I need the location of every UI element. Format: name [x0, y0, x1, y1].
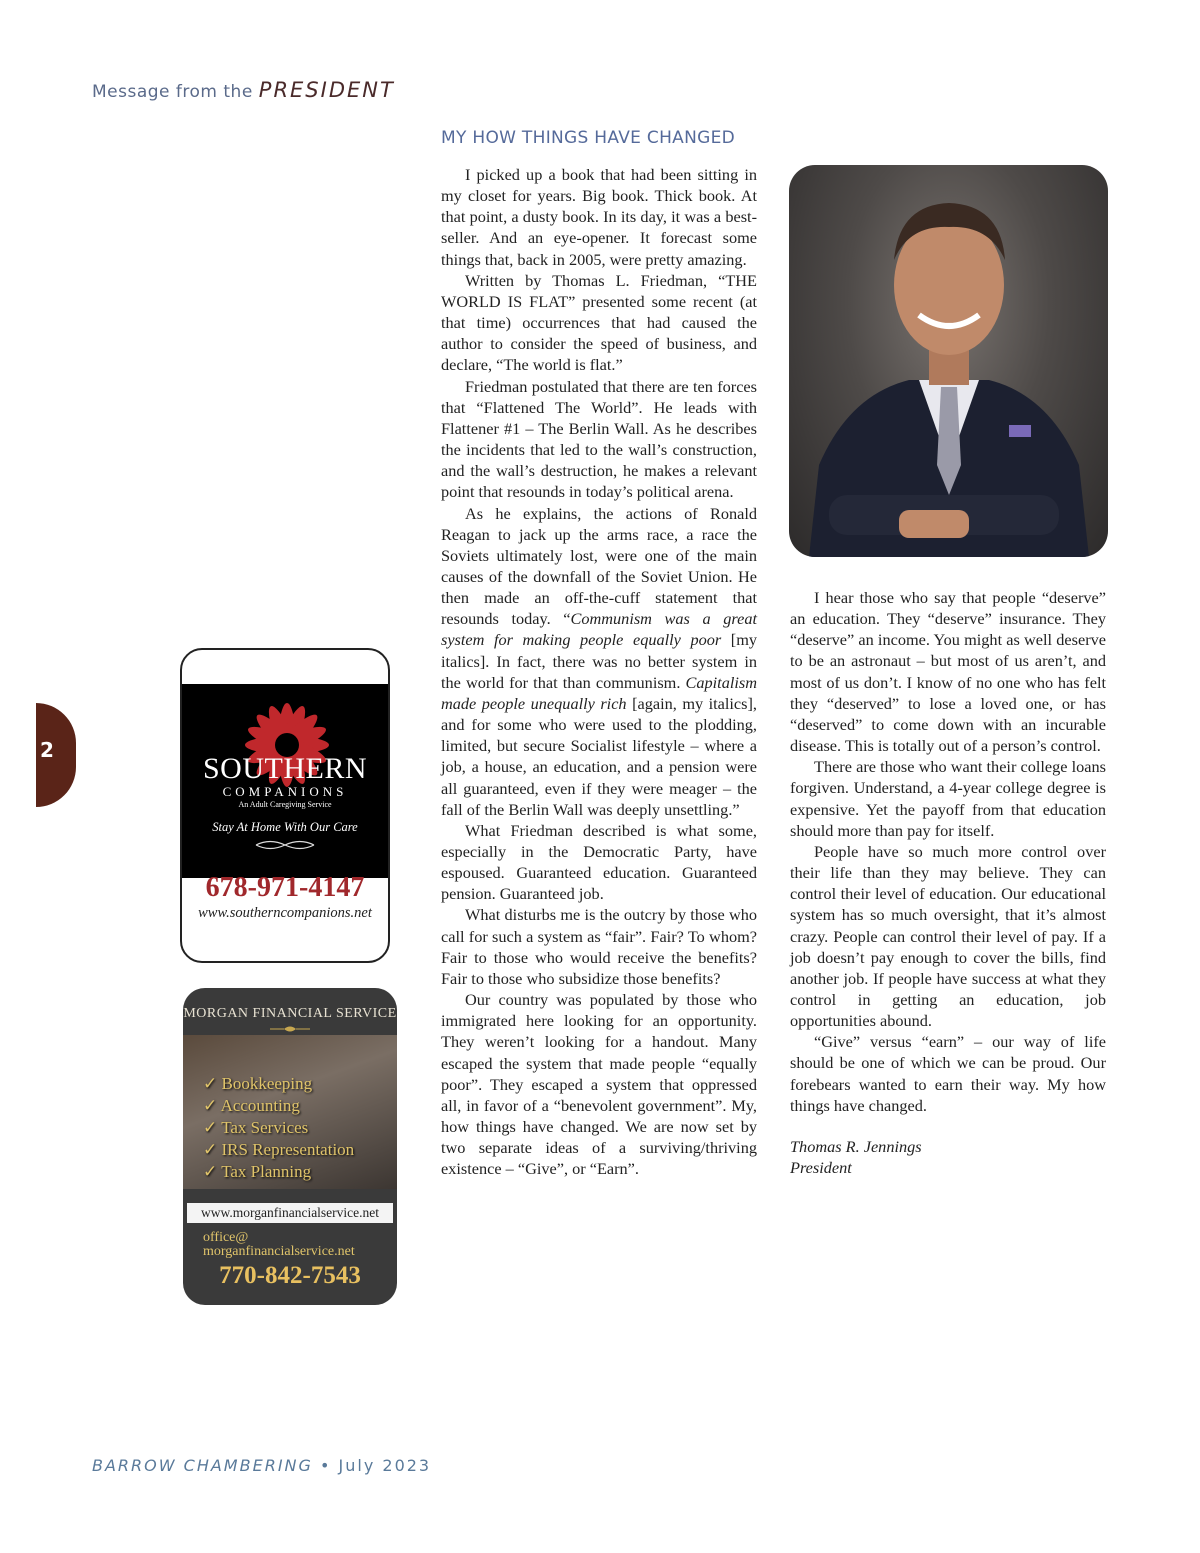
- signature-title: President: [790, 1158, 852, 1178]
- italic-quote: Capitalism made people unequally rich: [441, 672, 757, 713]
- ad-southern-sub: COMPANIONS: [222, 784, 348, 799]
- portrait-illustration: [789, 165, 1108, 557]
- ad-southern-banner: [182, 684, 388, 878]
- paragraph: “Give” versus “earn” – our way of life should be one of which we can be proud. Our forebears wanted to earn their way. My how things have changed.: [790, 1032, 1106, 1115]
- page-number: 2: [40, 738, 54, 762]
- text-run: As he explains, the actions of Ronald Reagan to jack up the arms race, a race the Soviets ultimately lost, were one of the main causes of the downfall of the Soviet Union. He then made an off-the-cuff statement that resounds today. “: [441, 503, 757, 629]
- ad-southern-slogan: Stay At Home With Our Care: [212, 820, 358, 834]
- email-line: morganfinancialservice.net: [203, 1244, 355, 1259]
- paragraph: Our country was populated by those who immigrated here looking for an opportunity. They weren’t looking for a handout. Many escaped the system that made people “equally poor”. They escaped a system that oppressed all, in favor of a “benevolent government”. My, how things have changed. We are now set by two separate ideas of a surviving/thriving existence – “Give”, or “Earn”.: [441, 990, 757, 1179]
- article-column-right: [790, 587, 1106, 1178]
- flourish-icon: [254, 838, 316, 852]
- ad-southern-tagline: An Adult Caregiving Service: [238, 800, 332, 809]
- ad-southern-phone: 678-971-4147: [205, 872, 365, 903]
- service-item: ✓ Tax Planning: [203, 1162, 312, 1181]
- service-item: ✓ Accounting: [203, 1096, 300, 1115]
- paragraph: People have so much more control over their life than they may believe. They can control their level of education. Our educational system has so much oversight, that it’s almost crazy. People can control their level of pay. If a job doesn’t pay enough to cover the bills, find another job. If people have success at what they control in getting an education, job opportunities abound.: [790, 841, 1106, 1031]
- article-headline: MY HOW THINGS HAVE CHANGED: [441, 128, 736, 148]
- text-run: [again, my italics], and for some who were used to the plodding, limited, but secure Socialist lifestyle – where a job, a house, an education, and a pension were all guaranteed, even if they were meager – the fall of the Berlin Wall was deeply unsettling.”: [441, 693, 757, 819]
- service-item: ✓ Bookkeeping: [203, 1074, 313, 1093]
- ad-morgan-url[interactable]: www.morganfinancialservice.net: [187, 1203, 393, 1223]
- footer-issue: July 2023: [338, 1456, 432, 1475]
- ad-morgan-email[interactable]: [203, 1231, 355, 1259]
- ad-southern-url[interactable]: www.southerncompanions.net: [198, 905, 372, 921]
- ad-southern-name: SOUTHERN: [202, 752, 367, 785]
- service-item: ✓ Tax Services: [203, 1118, 309, 1137]
- service-item: ✓ IRS Representation: [203, 1140, 355, 1159]
- paragraph: What Friedman described is what some, especially in the Democratic Party, have espoused. Guaranteed education. Guaranteed pension. Guaranteed job.: [441, 820, 757, 904]
- paragraph: There are those who want their college loans forgiven. Understand, a 4-year college degree is expensive. Yet the payoff from that education should more than pay for itself.: [790, 757, 1106, 840]
- header-prefix: Message from the: [92, 82, 253, 102]
- ad-morgan-financial[interactable]: [183, 988, 397, 1305]
- paragraph: What disturbs me is the outcry by those who call for such a system as “fair”. Fair? To whom? Fair to those who would receive the benefits? Fair to those who subsidize those benefits?: [441, 905, 757, 988]
- footer-separator: •: [320, 1456, 332, 1475]
- page-footer: [92, 1456, 431, 1475]
- paragraph: I picked up a book that had been sitting in my closet for years. Big book. Thick book. At that point, a dusty book. In its day, it was a best-seller. And an eye-opener. It forecast some things that, back in 2005, were pretty amazing.: [441, 165, 757, 269]
- footer-publication: BARROW CHAMBERING: [92, 1456, 313, 1475]
- paragraph: I hear those who say that people “deserve” an education. They “deserve” insurance. They “deserve” an income. You might as well deserve to be an astronaut – but most of us aren’t, and most of us don’t. I know of no one who has felt they “deserved” to lose a loved one, or has “deserved” to come down with an incurable disease. This is totally out of a person’s control.: [790, 588, 1106, 756]
- header-section: PRESIDENT: [258, 78, 395, 102]
- paragraph: [441, 503, 757, 820]
- section-header: [92, 78, 395, 102]
- ad-southern-companions[interactable]: [180, 648, 390, 963]
- ad-morgan-title: MORGAN FINANCIAL SERVICE: [183, 1006, 397, 1021]
- ornament-icon: [270, 1024, 310, 1034]
- ad-morgan-phone: 770-842-7543: [219, 1262, 361, 1289]
- text-run: [my italics]. In fact, there was no better system in the world for that than communism.: [441, 630, 758, 692]
- president-photo: [789, 165, 1108, 557]
- signature-name: Thomas R. Jennings: [790, 1136, 922, 1156]
- article-column-left: [441, 164, 757, 1180]
- paragraph: Written by Thomas L. Friedman, “THE WORLD IS FLAT” presented some recent (at that time) occurrences that had caused the author to consider the speed of business, and declare, “The world is flat.”: [441, 270, 757, 375]
- paragraph: Friedman postulated that there are ten forces that “Flattened The World”. He leads with Flattener #1 – The Berlin Wall. As he describes the incidents that led to the wall’s construction, and the wall’s destruction, he makes a relevant point that resounds in today’s political arena.: [441, 376, 757, 502]
- email-line: office@: [203, 1230, 249, 1245]
- italic-quote: Communism was a great system for making people equally poor: [441, 609, 757, 650]
